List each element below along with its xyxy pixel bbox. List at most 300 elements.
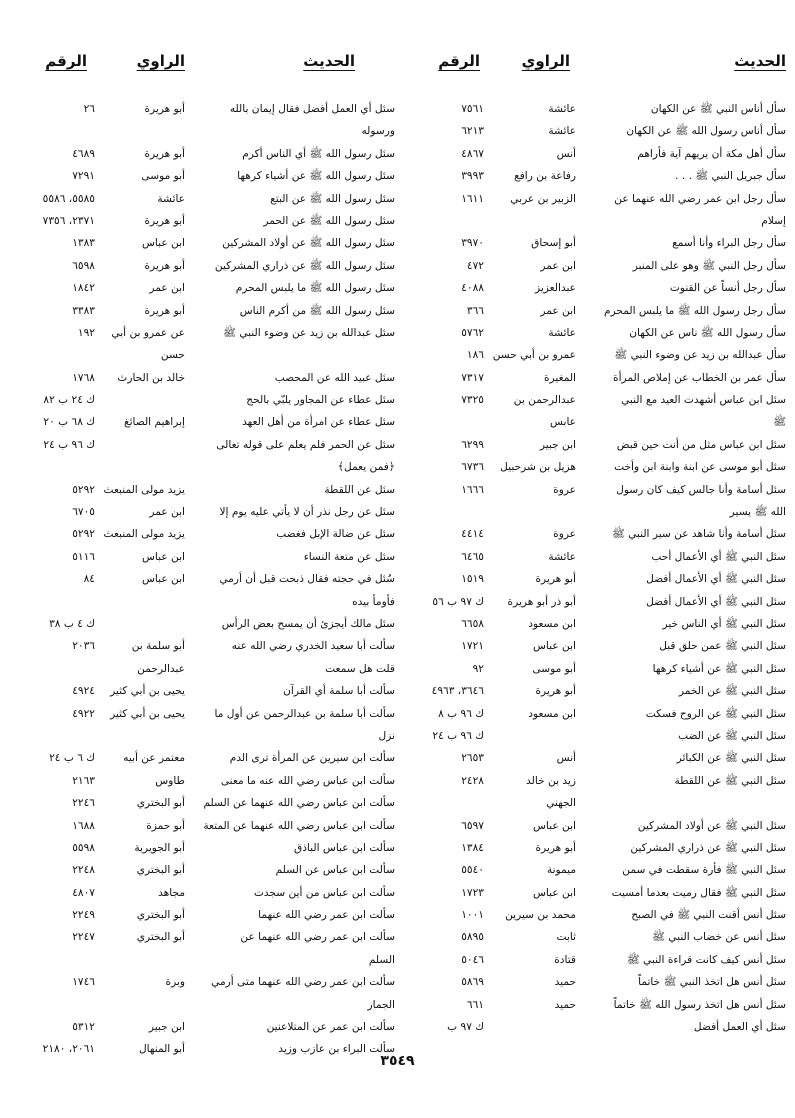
index-entry: [408, 568, 786, 590]
index-entry: [17, 411, 395, 433]
index-entry: [408, 837, 786, 859]
hadith-number: ٧٢٩١: [72, 170, 95, 183]
hadith-text: سُئل في حجته فقال ذبحت قبل أن أرمي: [219, 573, 395, 586]
hadith-text: سئل عبدالله بن زيد عن وضوء النبي ﷺ: [223, 326, 395, 339]
index-entry: [408, 523, 786, 545]
index-entry: [17, 367, 395, 389]
narrator-name: الزبير بن عربي: [510, 192, 576, 205]
index-entry: [17, 479, 395, 501]
index-entry: [17, 255, 395, 277]
page-number: ٣٥٤٩: [380, 1053, 415, 1069]
hadith-number: ٢٣٧١، ٧٣٥٦: [42, 214, 95, 227]
hadith-text: سأل جبريل النبي ﷺ . . .: [675, 170, 786, 183]
hadith-text: سأل أناس رسول الله ﷺ عن الكهان: [626, 125, 786, 138]
hadith-number: ٦٢٩٩: [461, 438, 484, 451]
narrator-name: أنس: [556, 752, 576, 765]
index-entry: [17, 568, 395, 590]
hadith-number: ١٧٢٣: [461, 886, 484, 899]
hadith-number: ك ٢٤ ب ٨٢: [43, 394, 95, 407]
narrator-name: يزيد مولى المنبعث: [103, 528, 185, 541]
narrator-name: ابن عمر: [149, 506, 185, 519]
hadith-text: سئل عن رجل نذر أن لا يأتي عليه يوم إلا: [219, 506, 395, 519]
hadith-number: ك ٤ ب ٣٨: [49, 617, 95, 630]
hadith-text: سئل رسول الله ﷺ عن الحمر: [263, 214, 395, 227]
narrator-name: حسن: [160, 349, 185, 362]
hadith-number: ٨٤: [83, 573, 95, 586]
hadith-text: سئل النبي ﷺ عن الكبائر: [676, 752, 786, 765]
hadith-text: سئل ابن عباس مثل من أنت حين قبض: [616, 438, 786, 451]
index-entry: [408, 389, 786, 411]
hadith-text: ﴿فمن يعمل﴾: [337, 461, 395, 474]
hadith-text: سئل النبي ﷺ عن الخمر: [678, 685, 786, 698]
index-entry: [408, 479, 786, 501]
narrator-name: عائشة: [157, 192, 185, 205]
hadith-number: ٥٢٩٢: [72, 483, 95, 496]
narrator-name: قتادة: [554, 953, 576, 966]
hadith-number: ٥٥٤٠: [461, 864, 484, 877]
narrator-name: يزيد مولى المنبعث: [103, 483, 185, 496]
hadith-text: سئل أسامة وأنا جالس كيف كان رسول: [616, 483, 786, 496]
index-entry: [17, 165, 395, 187]
narrator-name: طاوس: [155, 774, 185, 787]
hadith-text: سئل أي العمل أفضل: [693, 1021, 786, 1034]
hadith-text: سألت ابن عباس رضي الله عنهما عن السلم: [203, 797, 395, 810]
index-entry: [17, 926, 395, 948]
index-entry: [17, 792, 395, 814]
index-entry: [408, 188, 786, 210]
hadith-text: سئل أنس كيف كانت قراءة النبي ﷺ: [626, 953, 786, 966]
narrator-name: محمد بن سيرين: [505, 909, 576, 922]
hadith-text: سئل أنس هل اتخذ رسول الله ﷺ خاتماً: [613, 998, 786, 1011]
narrator-name: معتمر عن أبيه: [123, 752, 185, 765]
index-entry: [17, 188, 395, 210]
narrator-name: إبراهيم الصائغ: [123, 416, 185, 429]
narrator-name: ابن عباس: [532, 640, 576, 653]
hadith-text: سألت البراء بن عازب وزيد: [278, 1043, 395, 1056]
hadith-text: سئل عطاء عن المجاور يلبّي بالحج: [246, 394, 395, 407]
hadith-text: سألت أبا سلمة أي القرآن: [283, 685, 395, 698]
narrator-name: أبو سلمة بن: [131, 640, 185, 653]
index-entry: [17, 613, 395, 635]
index-entry: [17, 456, 395, 478]
hadith-text: سأل أهل مكة أن يريهم آية فأراهم: [637, 147, 786, 160]
hadith-number: ١٦٨٨: [72, 819, 95, 832]
hadith-number: ٦٦١: [466, 998, 484, 1011]
narrator-name: ابن عباس: [532, 886, 576, 899]
hadith-text: سئل عن ضالة الإبل فغضب: [276, 528, 395, 541]
narrator-name: هزيل بن شرحبيل: [500, 461, 576, 474]
narrator-name: أبو هريرة: [144, 103, 185, 115]
narrator-name: عائشة: [548, 550, 576, 563]
narrator-name: أبو المنهال: [138, 1043, 185, 1056]
narrator-name: عروة: [553, 528, 576, 541]
narrator-name: أبو إسحاق: [531, 237, 576, 250]
hadith-number: ٧٣١٧: [461, 371, 484, 384]
narrator-name: ابن مسعود: [528, 617, 576, 630]
index-entry: [408, 165, 786, 187]
hadith-number: ٤٨٦٧: [461, 147, 484, 160]
hadith-number: ١٦٦٦: [461, 483, 484, 496]
narrator-name: عائشة: [548, 326, 576, 339]
hadith-number: ٥٥٨٥، ٥٥٨٦: [42, 192, 95, 205]
hadith-number: ٦٧٣٦: [461, 461, 484, 474]
narrator-name: أبو البختري: [136, 864, 185, 877]
hadith-number: ٧٥٦١: [461, 103, 484, 115]
hadith-text: سئل رسول الله ﷺ عن البتع: [270, 192, 395, 205]
hadith-text: سئل أي العمل أفضل فقال إيمان بالله: [229, 103, 395, 115]
hadith-number: ٢٦: [83, 103, 95, 115]
index-entry: [17, 859, 395, 881]
hadith-number: ٤٠٨٨: [461, 282, 484, 295]
hadith-text: قلت هل سمعت: [325, 662, 395, 675]
hadith-number: ٦٤٦٥: [461, 550, 484, 563]
narrator-name: عبدالرحمن: [137, 662, 185, 675]
narrator-name: أبو ذر أبو هريرة: [507, 595, 576, 608]
hadith-text: سئل أنس أقنت النبي ﷺ في الصبح: [631, 909, 786, 922]
hadith-text: سأل رجل النبي ﷺ وهو على المنبر: [632, 259, 786, 272]
hadith-number: ٧٣٢٥: [461, 394, 484, 407]
hadith-number: ٥٨٩٥: [461, 931, 484, 944]
hadith-number: ٥١١٦: [72, 550, 95, 563]
hadith-number: ك ٦ ب ٢٤: [49, 752, 95, 765]
narrator-name: ثابت: [556, 931, 576, 944]
hadith-number: ٦٥٩٨: [72, 259, 95, 272]
index-entry: [408, 255, 786, 277]
column-header: [408, 52, 786, 76]
index-entry: [408, 322, 786, 344]
index-entry: [17, 546, 395, 568]
header-number: الرقم: [45, 52, 87, 70]
hadith-number: ١٣٨٤: [461, 841, 484, 854]
index-entry: [17, 501, 395, 523]
hadith-text: السلم: [368, 953, 395, 966]
index-entry: [17, 322, 395, 344]
hadith-text: سألت ابن عمر رضي الله عنهما عن: [240, 931, 395, 944]
hadith-text: سئل أسامة وأنا شاهد عن سير النبي ﷺ: [611, 528, 786, 541]
hadith-number: ٥٨٦٩: [461, 976, 484, 989]
hadith-number: ٢٢٤٧: [72, 931, 95, 944]
hadith-number: ٢١٦٣: [72, 774, 95, 787]
hadith-number: ٣٣٨٣: [72, 304, 95, 317]
index-entry: [408, 411, 786, 433]
hadith-number: ٢٠٦١، ٢١٨٠: [42, 1043, 95, 1056]
index-entry: [408, 971, 786, 993]
narrator-name: أبو هريرة: [144, 304, 185, 317]
hadith-text: ورسوله: [361, 125, 395, 138]
hadith-number: ١٩٢: [77, 326, 95, 339]
narrator-name: عائشة: [548, 125, 576, 138]
index-entry: [17, 344, 395, 366]
narrator-name: أبو هريرة: [535, 573, 576, 586]
hadith-text: سئل النبي ﷺ أي الناس خير: [662, 617, 786, 630]
hadith-number: ك ٦٨ ب ٢٠: [43, 416, 95, 429]
index-entry: [17, 770, 395, 792]
index-entry: [408, 926, 786, 948]
hadith-text: سئل أبو موسى عن ابنة وابنة ابن وأخت: [614, 461, 786, 474]
narrator-name: زيد بن خالد: [526, 774, 576, 787]
hadith-text: سألت ابن عمر عن المتلاعنين: [266, 1021, 395, 1034]
index-entry: [408, 994, 786, 1016]
hadith-text: سألت ابن عمر رضي الله عنهما متى أرمي: [211, 976, 395, 989]
hadith-text: فأومأ بيده: [352, 595, 395, 608]
left-rows: [17, 98, 395, 1061]
right-column: [408, 52, 786, 1038]
index-entry: [408, 725, 786, 747]
index-entry: [17, 591, 395, 613]
hadith-number: ٢٤٢٨: [461, 774, 484, 787]
hadith-number: ٤٧٢: [466, 259, 484, 272]
hadith-text: سئل عبيد الله عن المحصب: [274, 371, 395, 384]
hadith-number: ٥٢٩٢: [72, 528, 95, 541]
hadith-text: سألت ابن عباس رضي الله عنه ما معنى: [220, 774, 395, 787]
narrator-name: أبو هريرة: [144, 147, 185, 160]
hadith-number: ك ٩٦ ب ٢٤: [43, 438, 95, 451]
index-entry: [408, 658, 786, 680]
hadith-text: سأل عمر بن الخطاب عن إملاص المرأة: [613, 371, 786, 384]
hadith-text: سأل عبدالله بن زيد عن وضوء النبي ﷺ: [614, 349, 786, 362]
hadith-text: سألت ابن سيرين عن المرأة ترى الدم: [229, 752, 395, 765]
narrator-name: عبدالرحمن بن: [513, 394, 576, 407]
narrator-name: عمرو بن أبي حسن: [492, 349, 576, 362]
hadith-text: ﷺ: [773, 416, 786, 429]
narrator-name: ابن عمر: [149, 282, 185, 295]
index-entry: [17, 815, 395, 837]
narrator-name: ابن جبير: [539, 438, 576, 451]
hadith-text: سئل رسول الله ﷺ عن أشياء كرهها: [237, 170, 395, 183]
hadith-number: ٤٤١٤: [461, 528, 484, 541]
index-entry: [17, 232, 395, 254]
index-entry: [17, 277, 395, 299]
narrator-name: يحيى بن أبي كثير: [110, 707, 185, 720]
index-entry: [408, 143, 786, 165]
index-entry: [408, 815, 786, 837]
header-narrator: الراوي: [521, 52, 570, 70]
hadith-text: سئل النبي ﷺ عن ذراري المشركين: [630, 841, 786, 854]
narrator-name: عبدالعزيز: [535, 282, 576, 295]
hadith-text: سئل عن اللقطة: [324, 483, 395, 496]
narrator-name: وبرة: [165, 976, 185, 989]
index-entry: [408, 120, 786, 142]
index-entry: [408, 501, 786, 523]
hadith-number: ٦٢١٣: [461, 125, 484, 138]
hadith-text: سألت ابن عمر رضي الله عنهما: [258, 909, 395, 922]
hadith-number: ك ٩٦ ب ٢٤: [432, 729, 484, 742]
narrator-name: أبو موسى: [141, 170, 185, 183]
hadith-number: ٤٨٠٧: [72, 886, 95, 899]
index-entry: [17, 1016, 395, 1038]
hadith-text: سئل النبي ﷺ أي الأعمال أحب: [651, 550, 786, 563]
hadith-number: ٥٠٤٦: [461, 953, 484, 966]
index-entry: [408, 635, 786, 657]
hadith-number: ١٨٦: [466, 349, 484, 362]
index-entry: [17, 994, 395, 1016]
index-entry: [17, 904, 395, 926]
hadith-text: سأل رجل ابن عمر رضي الله عنهما عن: [614, 192, 786, 205]
hadith-text: سألت ابن عباس من أين سجدت: [253, 886, 395, 899]
hadith-number: ٣٦٤٦، ٤٩٦٣: [431, 685, 484, 698]
hadith-text: سئل أنس عن خضاب النبي ﷺ: [652, 931, 786, 944]
hadith-number: ٤٩٢٢: [72, 707, 95, 720]
header-hadith: الحديث: [734, 52, 786, 70]
right-rows: [408, 98, 786, 1038]
hadith-number: ٦٧٠٥: [72, 506, 95, 519]
index-entry: [17, 882, 395, 904]
hadith-number: ٢٢٤٩: [72, 909, 95, 922]
narrator-name: ابن عباس: [141, 550, 185, 563]
index-entry: [408, 300, 786, 322]
narrator-name: خالد بن الحارث: [117, 371, 185, 384]
hadith-text: سئل النبي ﷺ عن اللقطة: [674, 774, 786, 787]
index-entry: [408, 344, 786, 366]
index-entry: [408, 703, 786, 725]
hadith-text: سأل أناس النبي ﷺ عن الكهان: [650, 103, 786, 115]
narrator-name: عائشة: [548, 103, 576, 115]
index-entry: [408, 613, 786, 635]
hadith-number: ١٨٤٢: [72, 282, 95, 295]
hadith-text: سأل رجل أنساً عن القنوت: [669, 282, 786, 295]
hadith-text: سئل رسول الله ﷺ عن ذراري المشركين: [214, 259, 395, 272]
hadith-text: نزل: [378, 729, 395, 742]
hadith-text: سئل عن متعة النساء: [303, 550, 395, 563]
hadith-text: سألت ابن عباس رضي الله عنهما عن المتعة: [203, 819, 395, 832]
narrator-name: أبو هريرة: [535, 685, 576, 698]
hadith-text: سئل رسول الله ﷺ عن أولاد المشركين: [222, 237, 395, 250]
index-entry: [17, 635, 395, 657]
index-entry: [408, 210, 786, 232]
index-entry: [17, 300, 395, 322]
narrator-name: أنس: [556, 147, 576, 160]
hadith-number: ٣٦٦: [466, 304, 484, 317]
narrator-name: ابن عمر: [540, 259, 576, 272]
hadith-text: الله ﷺ يسير: [729, 506, 786, 519]
narrator-name: ميمونة: [546, 864, 576, 877]
narrator-name: ابن عباس: [141, 573, 185, 586]
index-entry: [17, 658, 395, 680]
hadith-number: ك ٩٦ ب ٨: [438, 707, 484, 720]
index-entry: [17, 434, 395, 456]
hadith-text: سئل أنس هل اتخذ النبي ﷺ خاتماً: [638, 976, 786, 989]
index-entry: [408, 792, 786, 814]
hadith-text: سألت ابن عباس الباذق: [293, 841, 395, 854]
hadith-text: سئل رسول الله ﷺ ما يلبس المحرم: [235, 282, 395, 295]
hadith-text: سئل النبي ﷺ عن الروح فسكت: [645, 707, 786, 720]
hadith-number: ك ٩٧ ب: [447, 1021, 484, 1034]
index-entry: [408, 591, 786, 613]
hadith-number: ١٧٤٦: [72, 976, 95, 989]
hadith-number: ٤٩٢٤: [72, 685, 95, 698]
hadith-text: سألت أبا سلمة بن عبدالرحمن عن أول ما: [214, 707, 395, 720]
narrator-name: ابن عباس: [532, 819, 576, 832]
index-entry: [17, 747, 395, 769]
index-entry: [17, 389, 395, 411]
hadith-number: ٢٢٤٨: [72, 864, 95, 877]
hadith-text: إسلام: [761, 214, 786, 227]
index-entry: [17, 949, 395, 971]
index-entry: [408, 232, 786, 254]
hadith-number: ٢٢٤٦: [72, 797, 95, 810]
left-column: [17, 52, 395, 1061]
narrator-name: مجاهد: [158, 886, 185, 899]
narrator-name: أبو هريرة: [144, 214, 185, 227]
index-entry: [17, 120, 395, 142]
hadith-text: سألت ابن عباس عن السلم: [275, 864, 395, 877]
hadith-text: سئل النبي ﷺ عمن حلق قبل: [659, 640, 786, 653]
narrator-name: حميد: [554, 976, 576, 989]
hadith-number: ١٣٨٣: [72, 237, 95, 250]
index-entry: [17, 703, 395, 725]
index-entry: [408, 680, 786, 702]
index-entry: [408, 456, 786, 478]
hadith-text: سئل النبي ﷺ أي الأعمال أفضل: [646, 573, 786, 586]
hadith-text: الجمار: [367, 998, 395, 1011]
hadith-number: ٣٩٩٣: [461, 170, 484, 183]
narrator-name: أبو حمزة: [146, 819, 185, 832]
hadith-text: سئل عن الحمر فلم يعلم على قوله تعالى: [216, 438, 395, 451]
hadith-number: ١٧٢١: [461, 640, 484, 653]
narrator-name: رفاعة بن رافع: [514, 170, 576, 183]
narrator-name: أبو موسى: [532, 662, 576, 675]
index-entry: [408, 770, 786, 792]
hadith-number: ٥٥٩٨: [72, 841, 95, 854]
hadith-text: سئل رسول الله ﷺ أي الناس أكرم: [242, 147, 395, 160]
narrator-name: المغيرة: [544, 371, 576, 384]
hadith-number: ١٥١٩: [461, 573, 484, 586]
narrator-name: ابن مسعود: [528, 707, 576, 720]
narrator-name: أبو هريرة: [144, 259, 185, 272]
index-entry: [408, 434, 786, 456]
hadith-text: سئل النبي ﷺ فأرة سقطت في سمن: [622, 864, 786, 877]
narrator-name: حميد: [554, 998, 576, 1011]
index-entry: [408, 367, 786, 389]
hadith-number: ١٧٦٨: [72, 371, 95, 384]
hadith-number: ٤٦٨٩: [72, 147, 95, 160]
hadith-text: سئل ابن عباس أشهدت العيد مع النبي: [621, 394, 786, 407]
index-entry: [408, 747, 786, 769]
index-entry: [408, 882, 786, 904]
hadith-text: سأل رجل رسول الله ﷺ ما يلبس المحرم: [604, 304, 786, 317]
hadith-text: سئل النبي ﷺ عن الضب: [678, 729, 786, 742]
column-header: [17, 52, 395, 76]
narrator-name: يحيى بن أبي كثير: [110, 685, 185, 698]
narrator-name: أبو هريرة: [535, 841, 576, 854]
header-narrator: الراوي: [136, 52, 185, 70]
narrator-name: عروة: [553, 483, 576, 496]
index-entry: [17, 98, 395, 120]
narrator-name: أبو البختري: [136, 797, 185, 810]
index-entry: [17, 971, 395, 993]
index-entry: [408, 546, 786, 568]
hadith-text: سئل النبي ﷺ فقال رميت بعدما أمسيت: [611, 886, 786, 899]
hadith-number: ٣٩٧٠: [461, 237, 484, 250]
hadith-text: سئل النبي ﷺ عن أولاد المشركين: [637, 819, 786, 832]
header-number: الرقم: [438, 52, 480, 70]
hadith-number: ١٠٠١: [461, 909, 484, 922]
hadith-number: ١٦١١: [461, 192, 484, 205]
index-entry: [408, 949, 786, 971]
narrator-name: عن عمرو بن أبي: [111, 326, 185, 339]
hadith-number: ٩٢: [472, 662, 484, 675]
index-entry: [408, 859, 786, 881]
hadith-number: ٢٦٥٣: [461, 752, 484, 765]
hadith-text: سأل رسول الله ﷺ ناس عن الكهان: [629, 326, 786, 339]
narrator-name: أبو الجويرية: [134, 841, 185, 854]
hadith-number: ٥٧٦٢: [461, 326, 484, 339]
hadith-text: سئل عطاء عن امرأة من أهل العهد: [242, 416, 395, 429]
index-entry: [17, 680, 395, 702]
header-hadith: الحديث: [303, 52, 355, 70]
index-entry: [408, 904, 786, 926]
index-entry: [17, 837, 395, 859]
